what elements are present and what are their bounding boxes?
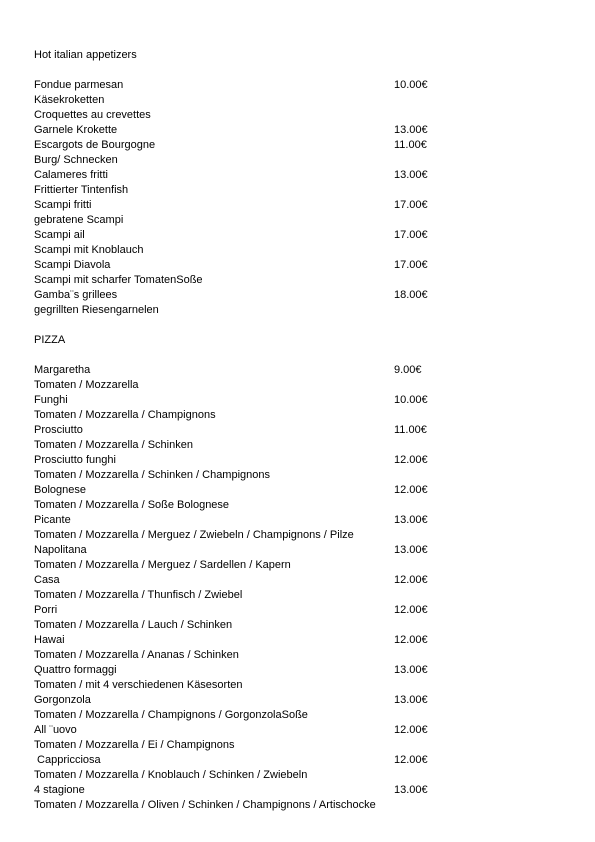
menu-item-price: 17.00€ (394, 259, 428, 271)
menu-item-row (34, 393, 454, 408)
menu-item-row (34, 573, 454, 588)
menu-item-row (34, 453, 454, 468)
menu-item-row (34, 663, 454, 678)
menu-item-name: Croquettes au crevettes (34, 109, 151, 121)
menu-item-row (34, 168, 454, 183)
menu-item-description: gegrillten Riesengarnelen (34, 304, 159, 316)
menu-item-description: Tomaten / Mozzarella / Champignons (34, 409, 216, 421)
menu-item-price: 13.00€ (394, 664, 428, 676)
menu-item-name: Bolognese (34, 484, 86, 496)
menu-item-row (34, 123, 454, 138)
menu-item-name: Prosciutto funghi (34, 454, 116, 466)
section-spacer (34, 63, 454, 78)
menu-item-name: Casa (34, 574, 60, 586)
menu-item-description: Frittierter Tintenfish (34, 184, 129, 196)
menu-item-price: 12.00€ (394, 724, 428, 736)
menu-item-price: 13.00€ (394, 784, 428, 796)
section-title: Hot italian appetizers (34, 49, 137, 61)
menu-item-price: 13.00€ (394, 544, 428, 556)
menu-item-name: Picante (34, 514, 71, 526)
menu-item-row (34, 633, 454, 648)
menu-item-row (34, 753, 454, 768)
menu-item-price: 12.00€ (394, 754, 428, 766)
menu-item-row (34, 138, 454, 153)
menu-item-row (34, 693, 454, 708)
menu-item-description: Tomaten / Mozzarella / Ei / Champignons (34, 739, 235, 751)
menu-item-price: 17.00€ (394, 229, 428, 241)
menu-item-price: 12.00€ (394, 634, 428, 646)
menu-item-description: Käsekroketten (34, 94, 105, 106)
menu-item-name: Cappricciosa (34, 754, 101, 766)
menu-item-price: 10.00€ (394, 79, 428, 91)
menu-item-description: Tomaten / Mozzarella / Schinken (34, 439, 193, 451)
menu-item-price: 13.00€ (394, 514, 428, 526)
menu-item-price: 13.00€ (394, 169, 428, 181)
menu-item-name: Scampi Diavola (34, 259, 111, 271)
menu-item-row (34, 723, 454, 738)
menu-item-name: Funghi (34, 394, 68, 406)
menu-item-name: Gorgonzola (34, 694, 91, 706)
menu-item-name: Margaretha (34, 364, 91, 376)
menu-item-description: Tomaten / Mozzarella / Merguez / Sardellen / Kapern (34, 559, 291, 571)
menu-item-price: 11.00€ (394, 139, 427, 151)
menu-item-description: Tomaten / Mozzarella / Thunfisch / Zwiebel (34, 589, 243, 601)
menu-item-description: Tomaten / mit 4 verschiedenen Käsesorten (34, 679, 243, 691)
menu-item-row (34, 228, 454, 243)
menu-item-price: 12.00€ (394, 604, 428, 616)
menu-item-row (34, 288, 454, 303)
menu-item-description: Tomaten / Mozzarella / Champignons / GorgonzolaSoße (34, 709, 308, 721)
menu-item-row (34, 513, 454, 528)
menu-item-name: Quattro formaggi (34, 664, 117, 676)
menu-item-name: Scampi fritti (34, 199, 92, 211)
menu-item-name: Hawai (34, 634, 65, 646)
menu-item-price: 10.00€ (394, 394, 428, 406)
menu-item-name: Napolitana (34, 544, 87, 556)
menu-item-row (34, 783, 454, 798)
menu-item-description: Tomaten / Mozzarella / Knoblauch / Schinken / Zwiebeln (34, 769, 308, 781)
menu-item-name: Fondue parmesan (34, 79, 124, 91)
menu-item-name: Garnele Krokette (34, 124, 118, 136)
menu-page (34, 48, 454, 813)
menu-item-description: Tomaten / Mozzarella / Lauch / Schinken (34, 619, 233, 631)
menu-item-price: 11.00€ (394, 424, 427, 436)
menu-item-description: Scampi mit scharfer TomatenSoße (34, 274, 203, 286)
menu-item-price: 9.00€ (394, 364, 422, 376)
menu-item-description: Tomaten / Mozzarella / Schinken / Champignons (34, 469, 271, 481)
menu-item-price: 18.00€ (394, 289, 428, 301)
menu-item-row (34, 198, 454, 213)
menu-item-price: 12.00€ (394, 454, 428, 466)
menu-item-name: 4 stagione (34, 784, 85, 796)
menu-section (34, 333, 454, 813)
menu-item-name: Calameres fritti (34, 169, 108, 181)
menu-item-price: 12.00€ (394, 574, 428, 586)
menu-item-price: 13.00€ (394, 694, 428, 706)
menu-item-name: Scampi ail (34, 229, 85, 241)
menu-item-price: 12.00€ (394, 484, 428, 496)
menu-item-row (34, 108, 454, 123)
menu-item-description: Tomaten / Mozzarella / Soße Bolognese (34, 499, 230, 511)
menu-item-row (34, 258, 454, 273)
menu-item-row (34, 543, 454, 558)
menu-section (34, 48, 454, 318)
section-gap (34, 318, 454, 333)
menu-item-row (34, 78, 454, 93)
menu-item-name: Escargots de Bourgogne (34, 139, 156, 151)
menu-item-name: Porri (34, 604, 58, 616)
menu-item-name: Gamba¨s grillees (34, 289, 118, 301)
section-spacer (34, 348, 454, 363)
menu-item-name: All ¨uovo (34, 724, 77, 736)
menu-item-description: gebratene Scampi (34, 214, 124, 226)
menu-item-row (34, 603, 454, 618)
menu-item-description: Tomaten / Mozzarella (34, 379, 139, 391)
menu-item-row (34, 363, 454, 378)
menu-item-row (34, 483, 454, 498)
menu-item-row (34, 423, 454, 438)
menu-item-description: Tomaten / Mozzarella / Merguez / Zwiebeln / Champignons / Pilze (34, 529, 354, 541)
menu-item-price: 13.00€ (394, 124, 428, 136)
menu-item-name: Prosciutto (34, 424, 83, 436)
menu-item-description: Burg/ Schnecken (34, 154, 118, 166)
section-title: PIZZA (34, 334, 66, 346)
menu-item-price: 17.00€ (394, 199, 428, 211)
menu-item-description: Tomaten / Mozzarella / Oliven / Schinken / Champignons / Artischocke (34, 799, 376, 811)
menu-item-description: Tomaten / Mozzarella / Ananas / Schinken (34, 649, 239, 661)
menu-item-description: Scampi mit Knoblauch (34, 244, 144, 256)
